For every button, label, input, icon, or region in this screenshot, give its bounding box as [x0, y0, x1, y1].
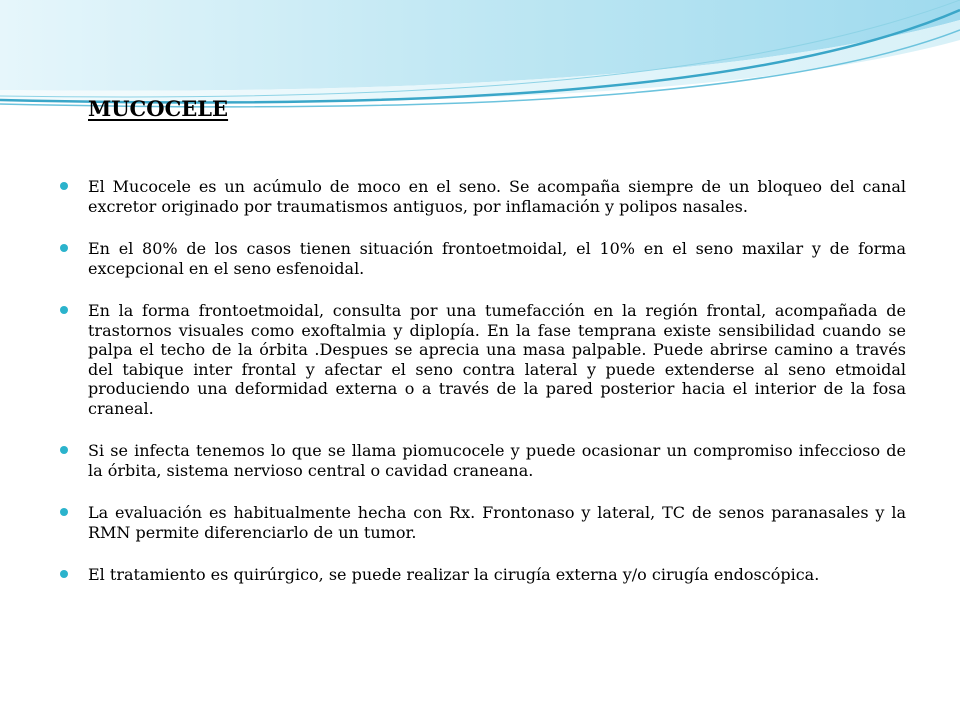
bullet-dot-icon — [60, 508, 68, 516]
bullet-text: El tratamiento es quirúrgico, se puede realizar la cirugía externa y/o cirugía endoscópica. — [88, 565, 820, 584]
bullet-dot-icon — [60, 182, 68, 190]
bullet-item — [60, 239, 906, 278]
bullet-text: La evaluación es habitualmente hecha con Rx. Frontonaso y lateral, TC de senos paranasales y la RMN permite diferenciarlo de un tumor. — [88, 503, 906, 542]
slide-title: MUCOCELE — [88, 96, 229, 121]
bullet-dot-icon — [60, 306, 68, 314]
bullet-item — [60, 565, 906, 585]
bullet-dot-icon — [60, 446, 68, 454]
bullet-text: En la forma frontoetmoidal, consulta por una tumefacción en la región frontal, acompañada de trastornos visuales como exoftalmia y diplopía. En la fase temprana existe sensibilidad cuando se palpa el techo de la órbita .Despues se aprecia una masa palpable. Puede abrirse camino a través del tabique inter frontal y afectar el seno contra lateral y puede extenderse al seno etmoidal produciendo una deformidad externa o a través de la pared posterior hacia el interior de la fosa craneal. — [88, 301, 906, 418]
bullet-text: Si se infecta tenemos lo que se llama piomucocele y puede ocasionar un compromiso infeccioso de la órbita, sistema nervioso central o cavidad craneana. — [88, 441, 906, 480]
bullet-item — [60, 441, 906, 480]
bullet-item — [60, 503, 906, 542]
bullet-item — [60, 177, 906, 216]
wave-band-light — [0, 0, 960, 91]
bullet-list — [60, 177, 906, 608]
bullet-dot-icon — [60, 244, 68, 252]
bullet-dot-icon — [60, 570, 68, 578]
bullet-text: En el 80% de los casos tienen situación frontoetmoidal, el 10% en el seno maxilar y de forma excepcional en el seno esfenoidal. — [88, 239, 906, 278]
bullet-item — [60, 301, 906, 418]
bullet-text: El Mucocele es un acúmulo de moco en el seno. Se acompaña siempre de un bloqueo del canal excretor originado por traumatismos antiguos, por inflamación y polipos nasales. — [88, 177, 906, 216]
